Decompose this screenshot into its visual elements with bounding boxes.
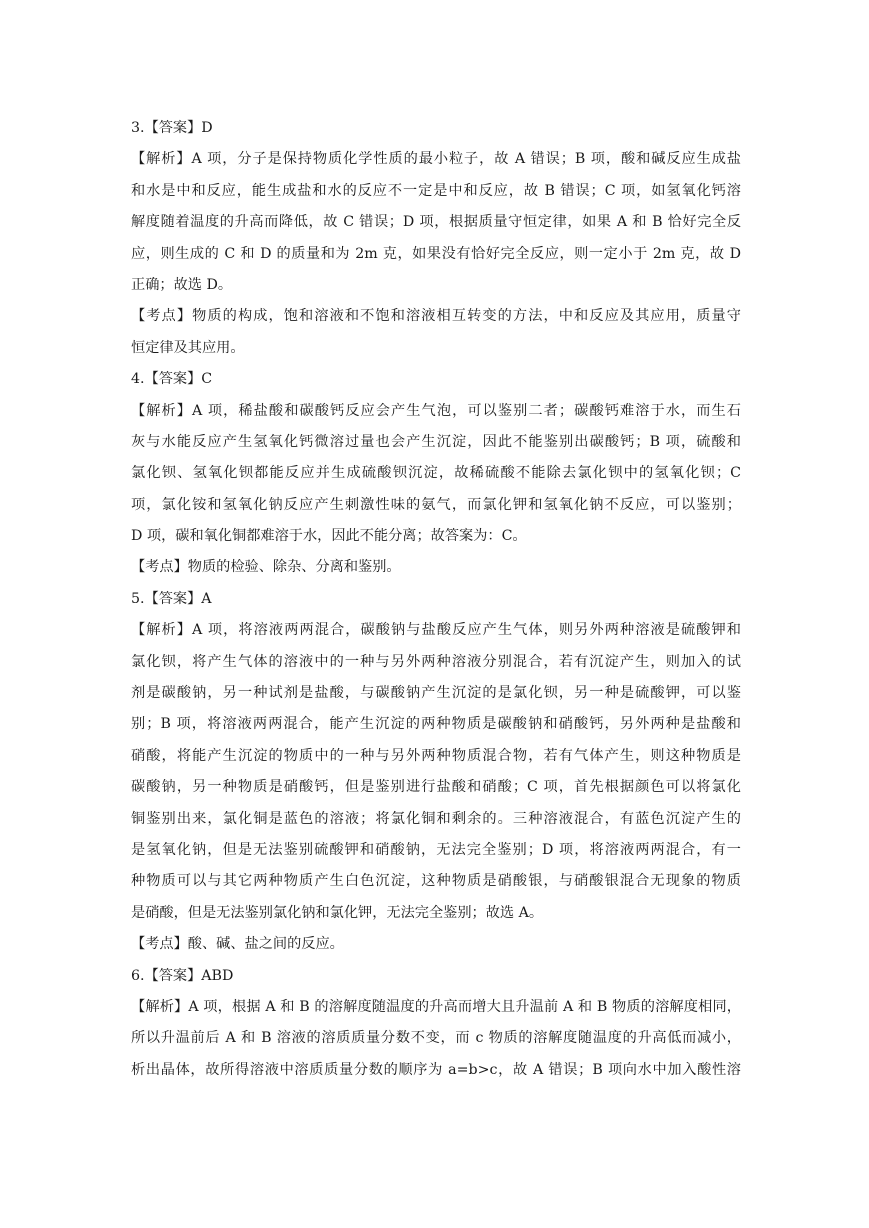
text-line: 【解析】A 项，分子是保持物质化学性质的最小粒子，故 A 错误；B 项，酸和碱反应生成盐 [131, 151, 741, 168]
text-line: 硝酸，将能产生沉淀的物质中的一种与另外两种物质混合物，若有气体产生，则这种物质是 [131, 747, 741, 764]
text-line: 【考点】物质的检验、除杂、分离和鉴别。 [131, 559, 401, 576]
text-line: 【解析】A 项，将溶液两两混合，碳酸钠与盐酸反应产生气体，则另外两种溶液是硫酸钾和 [131, 622, 741, 639]
text-line: 【解析】A 项，稀盐酸和碳酸钙反应会产生气泡，可以鉴别二者；碳酸钙难溶于水，而生石 [131, 402, 741, 419]
text-line: 铜鉴别出来，氯化铜是蓝色的溶液；将氯化铜和剩余的。三种溶液混合，有蓝色沉淀产生的 [131, 810, 741, 827]
text-line: 剂是碳酸钠，另一种试剂是盐酸，与碳酸钠产生沉淀的是氯化钡，另一种是硫酸钾，可以鉴 [131, 685, 741, 702]
text-line: 解度随着温度的升高而降低，故 C 错误；D 项，根据质量守恒定律，如果 A 和 B 恰好完全反 [131, 214, 741, 231]
text-line: 和水是中和反应，能生成盐和水的反应不一定是中和反应，故 B 错误；C 项，如氢氧化钙溶 [131, 182, 741, 199]
text-line: D 项，碳和氧化铜都难溶于水，因此不能分离；故答案为：C。 [131, 528, 527, 545]
text-line: 6.【答案】ABD [131, 967, 234, 984]
text-line: 应，则生成的 C 和 D 的质量和为 2m 克，如果没有恰好完全反应，则一定小于 2m 克，故 D [131, 245, 741, 262]
text-line: 【考点】物质的构成，饱和溶液和不饱和溶液相互转变的方法，中和反应及其应用，质量守 [131, 308, 741, 325]
text-line: 氯化钡，将产生气体的溶液中的一种与另外两种溶液分别混合，若有沉淀产生，则加入的试 [131, 653, 741, 670]
text-line: 是硝酸，但是无法鉴别氯化钠和氯化钾，无法完全鉴别；故选 A。 [131, 904, 544, 921]
text-line: 【解析】A 项，根据 A 和 B 的溶解度随温度的升高而增大且升温前 A 和 B 物质的溶解度相同， [131, 998, 741, 1015]
text-line: 析出晶体，故所得溶液中溶质质量分数的顺序为 a=b>c，故 A 错误；B 项向水中加入酸性溶 [131, 1061, 741, 1078]
text-line: 恒定律及其应用。 [131, 339, 245, 356]
text-line: 3.【答案】D [131, 120, 213, 136]
text-line: 氯化钡、氢氧化钡都能反应并生成硫酸钡沉淀，故稀硫酸不能除去氯化钡中的氢氧化钡；C [131, 465, 741, 482]
text-line: 4.【答案】C [131, 371, 213, 388]
text-line: 种物质可以与其它两种物质产生白色沉淀，这种物质是硝酸银，与硝酸银混合无现象的物质 [131, 873, 741, 890]
text-line: 别；B 项，将溶液两两混合，能产生沉淀的两种物质是碳酸钠和硝酸钙，另外两种是盐酸和 [131, 716, 741, 733]
text-line: 项，氯化铵和氢氧化钠反应产生刺激性味的氨气，而氯化钾和氢氧化钠不反应，可以鉴别； [131, 496, 741, 513]
text-line: 正确；故选 D。 [131, 276, 233, 293]
text-line: 5.【答案】A [131, 590, 212, 607]
text-line: 所以升温前后 A 和 B 溶液的溶质质量分数不变，而 c 物质的溶解度随温度的升高低而减小， [131, 1030, 741, 1047]
text-line: 灰与水能反应产生氢氧化钙微溶过量也会产生沉淀，因此不能鉴别出碳酸钙；B 项，硫酸和 [131, 433, 741, 450]
text-line: 碳酸钠，另一种物质是硝酸钙，但是鉴别进行盐酸和硝酸；C 项，首先根据颜色可以将氯化 [131, 779, 741, 796]
text-line: 是氢氧化钠，但是无法鉴别硫酸钾和硝酸钠，无法完全鉴别；D 项，将溶液两两混合，有一 [131, 841, 741, 858]
document-page [131, 113, 741, 1086]
text-line: 【考点】酸、碱、盐之间的反应。 [131, 936, 344, 953]
